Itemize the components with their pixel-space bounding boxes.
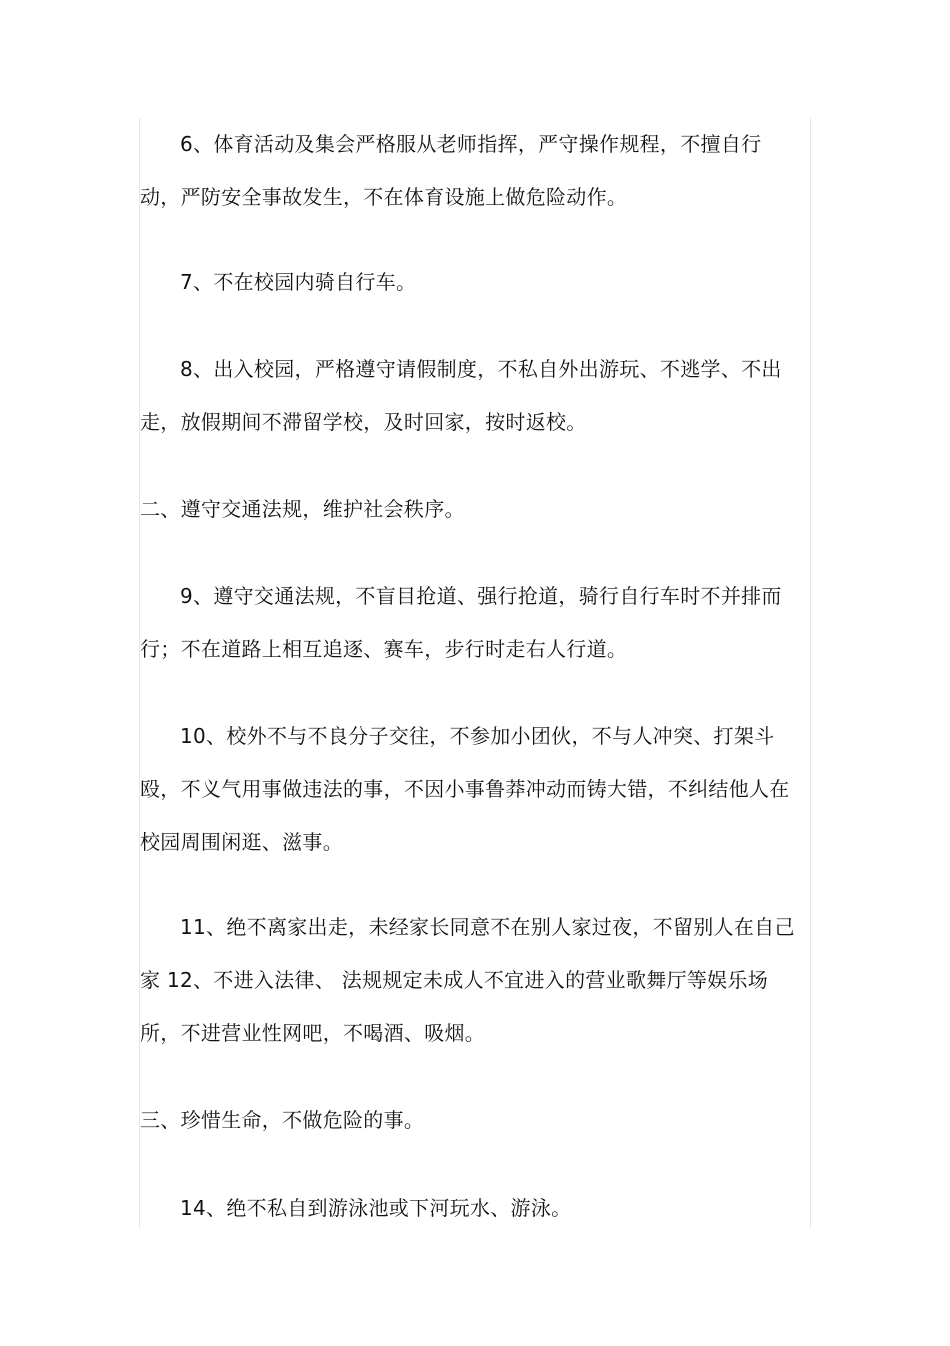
rule-6-paragraph: 6、体育活动及集会严格服从老师指挥，严守操作规程，不擅自行动，严防安全事故发生，不在体育设施上做危险动作。	[140, 132, 762, 209]
rule-11-12-paragraph: 11、绝不离家出走，未经家长同意不在别人家过夜，不留别人在自己家 12、不进入法律、 法规规定未成人不宜进入的营业歌舞厅等娱乐场所，不进营业性网吧，不喝酒、吸烟。	[140, 915, 795, 1045]
rule-8-paragraph: 8、出入校园，严格遵守请假制度，不私自外出游玩、不逃学、不出走，放假期间不滞留学校，及时回家，按时返校。	[140, 357, 782, 434]
rule-7-paragraph: 7、不在校园内骑自行车。	[180, 270, 417, 294]
section-2-heading: 二、遵守交通法规，维护社会秩序。	[140, 497, 465, 521]
section-3-heading: 三、珍惜生命，不做危险的事。	[140, 1108, 425, 1132]
rule-10-paragraph: 10、校外不与不良分子交往，不参加小团伙，不与人冲突、打架斗殴，不义气用事做违法的事，不因小事鲁莽冲动而铸大错，不纠结他人在校园周围闲逛、滋事。	[140, 724, 790, 854]
rule-9-paragraph: 9、遵守交通法规，不盲目抢道、强行抢道，骑行自行车时不并排而行；不在道路上相互追逐、赛车，步行时走右人行道。	[140, 584, 782, 661]
rule-14-paragraph: 14、绝不私自到游泳池或下河玩水、游泳。	[180, 1196, 572, 1220]
